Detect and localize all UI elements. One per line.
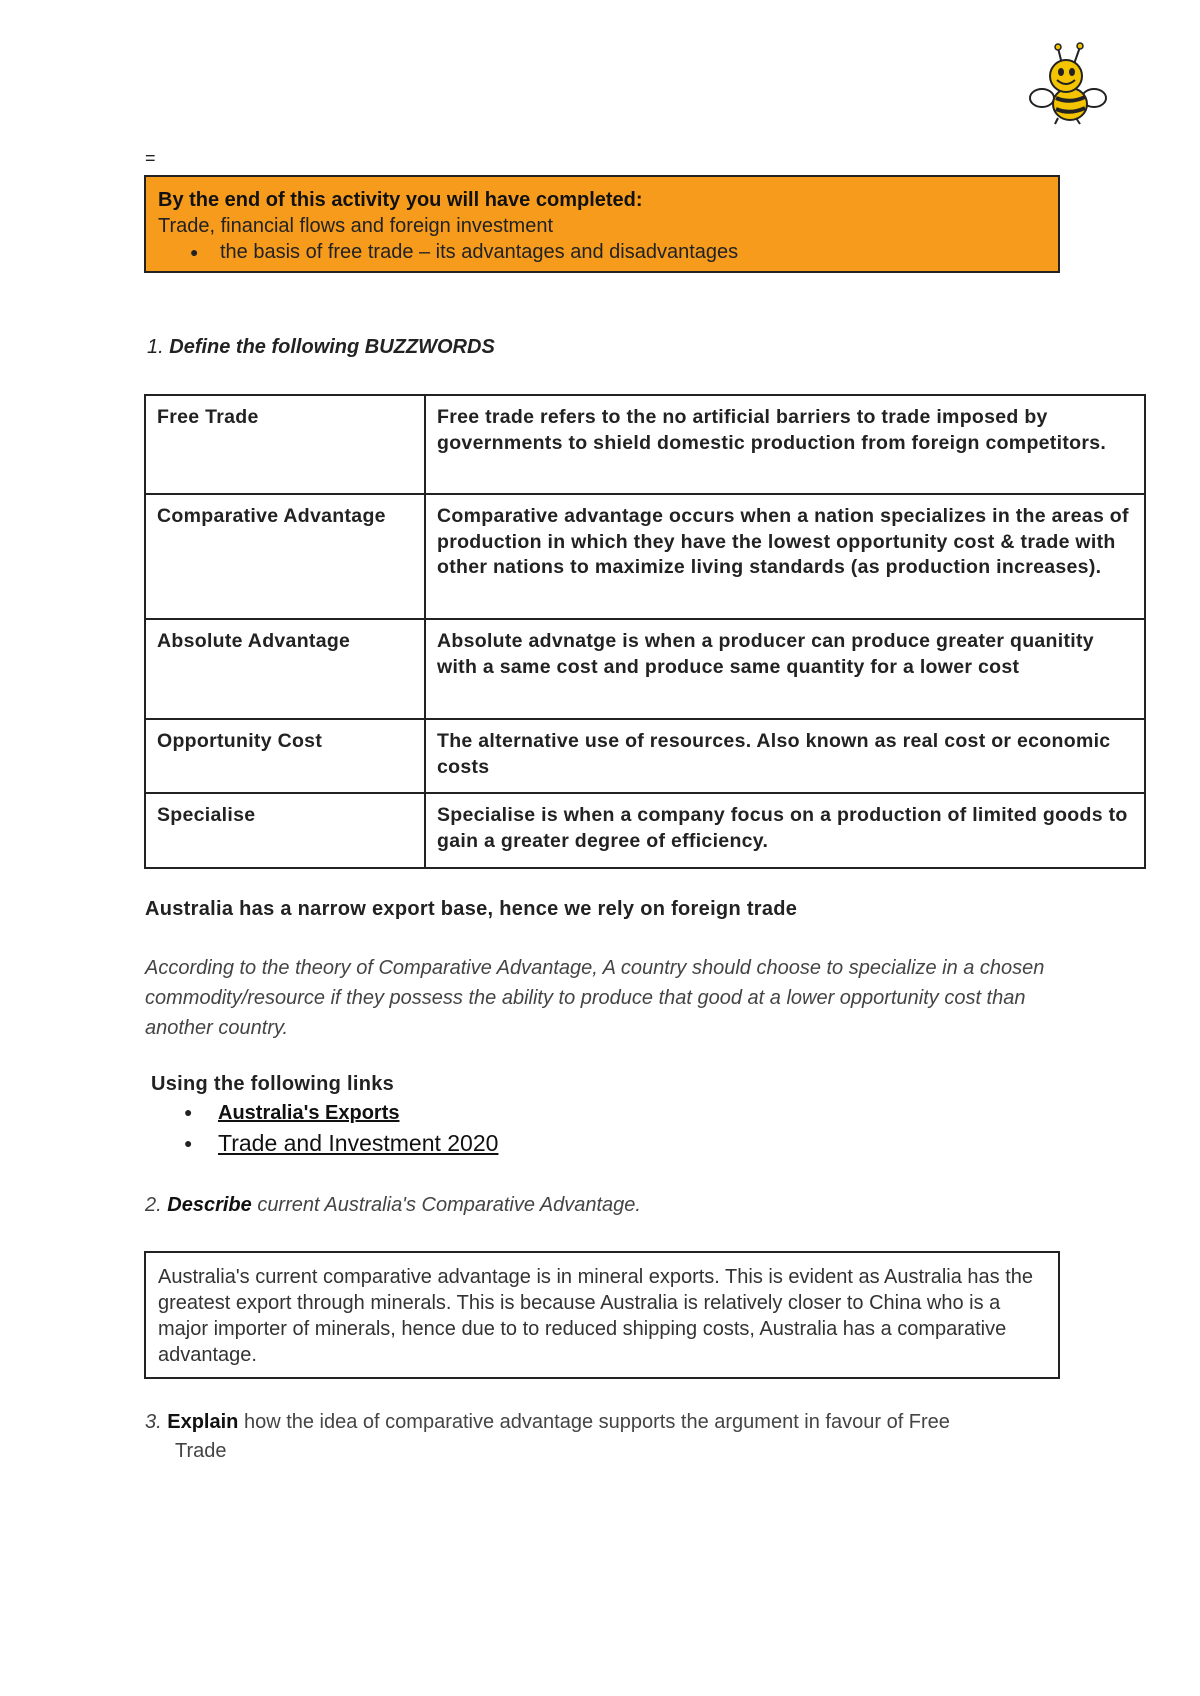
table-row bbox=[145, 395, 1145, 494]
bee-icon bbox=[1028, 42, 1108, 126]
question-3-number: 3. bbox=[145, 1411, 162, 1433]
definition-cell[interactable]: Specialise is when a company focus on a production of limited goods to gain a greater degree of efficiency. bbox=[425, 793, 1145, 868]
term-cell: Specialise bbox=[145, 793, 425, 868]
theory-paragraph: According to the theory of Comparative Advantage, A country should choose to specialize in a chosen commodity/resource if they possess the ability to produce that good at a lower opportunity cost than another country. bbox=[145, 957, 1045, 1039]
export-statement: Australia has a narrow export base, hence we rely on foreign trade bbox=[145, 898, 798, 920]
question-1-number: 1. bbox=[147, 336, 164, 358]
term-cell: Comparative Advantage bbox=[145, 494, 425, 619]
definition-cell[interactable]: Free trade refers to the no artificial barriers to trade imposed by governments to shield domestic production from foreign competitors. bbox=[425, 395, 1145, 494]
buzzwords-table bbox=[144, 394, 1146, 869]
bullet-icon: ● bbox=[184, 1135, 193, 1151]
table-row bbox=[145, 494, 1145, 619]
question-1-text: Define the following BUZZWORDS bbox=[169, 336, 495, 358]
table-row bbox=[145, 793, 1145, 868]
question-2 bbox=[145, 1194, 641, 1217]
question-3-text: how the idea of comparative advantage supports the argument in favour of Free bbox=[243, 1411, 950, 1433]
links-title: Using the following links bbox=[151, 1073, 395, 1095]
answer-2-box[interactable]: Australia's current comparative advantage is in mineral exports. This is evident as Australia has the greatest export through minerals. This is because Australia is relatively closer to China who is a major importer of minerals, hence due to to reduced shipping costs, Australia has a comparative advantage. bbox=[144, 1251, 1060, 1379]
objectives-list bbox=[158, 239, 1046, 265]
definition-cell[interactable]: Comparative advantage occurs when a nation specializes in the areas of production in which they have the lowest opportunity cost & trade with other nations to maximize living standards (as production increases). bbox=[425, 494, 1145, 619]
table-row bbox=[145, 619, 1145, 719]
table-row bbox=[145, 719, 1145, 793]
question-2-number: 2. bbox=[145, 1194, 162, 1216]
question-3-verb: Explain bbox=[167, 1411, 239, 1433]
question-3-text-cont: Trade bbox=[175, 1440, 227, 1462]
objectives-topic: Trade, financial flows and foreign investment bbox=[158, 215, 554, 237]
objectives-heading: By the end of this activity you will have completed: bbox=[158, 189, 643, 211]
link-australias-exports[interactable]: Australia's Exports bbox=[218, 1102, 400, 1124]
question-3 bbox=[145, 1408, 1065, 1466]
link-trade-investment-2020[interactable]: Trade and Investment 2020 bbox=[218, 1130, 499, 1156]
definition-cell[interactable]: The alternative use of resources. Also known as real cost or economic costs bbox=[425, 719, 1145, 793]
term-cell: Absolute Advantage bbox=[145, 619, 425, 719]
bullet-icon: ● bbox=[184, 1104, 193, 1120]
objectives-box bbox=[144, 175, 1060, 273]
question-2-text: current Australia's Comparative Advantage. bbox=[257, 1194, 641, 1216]
question-2-verb: Describe bbox=[167, 1194, 252, 1216]
objectives-bullet: ● the basis of free trade – its advantages and disadvantages bbox=[220, 239, 1046, 265]
definition-cell[interactable]: Absolute advnatge is when a producer can produce greater quanitity with a same cost and produce same quantity for a lower cost bbox=[425, 619, 1145, 719]
marker-text: = bbox=[145, 148, 156, 168]
term-cell: Free Trade bbox=[145, 395, 425, 494]
term-cell: Opportunity Cost bbox=[145, 719, 425, 793]
question-1 bbox=[147, 336, 495, 359]
